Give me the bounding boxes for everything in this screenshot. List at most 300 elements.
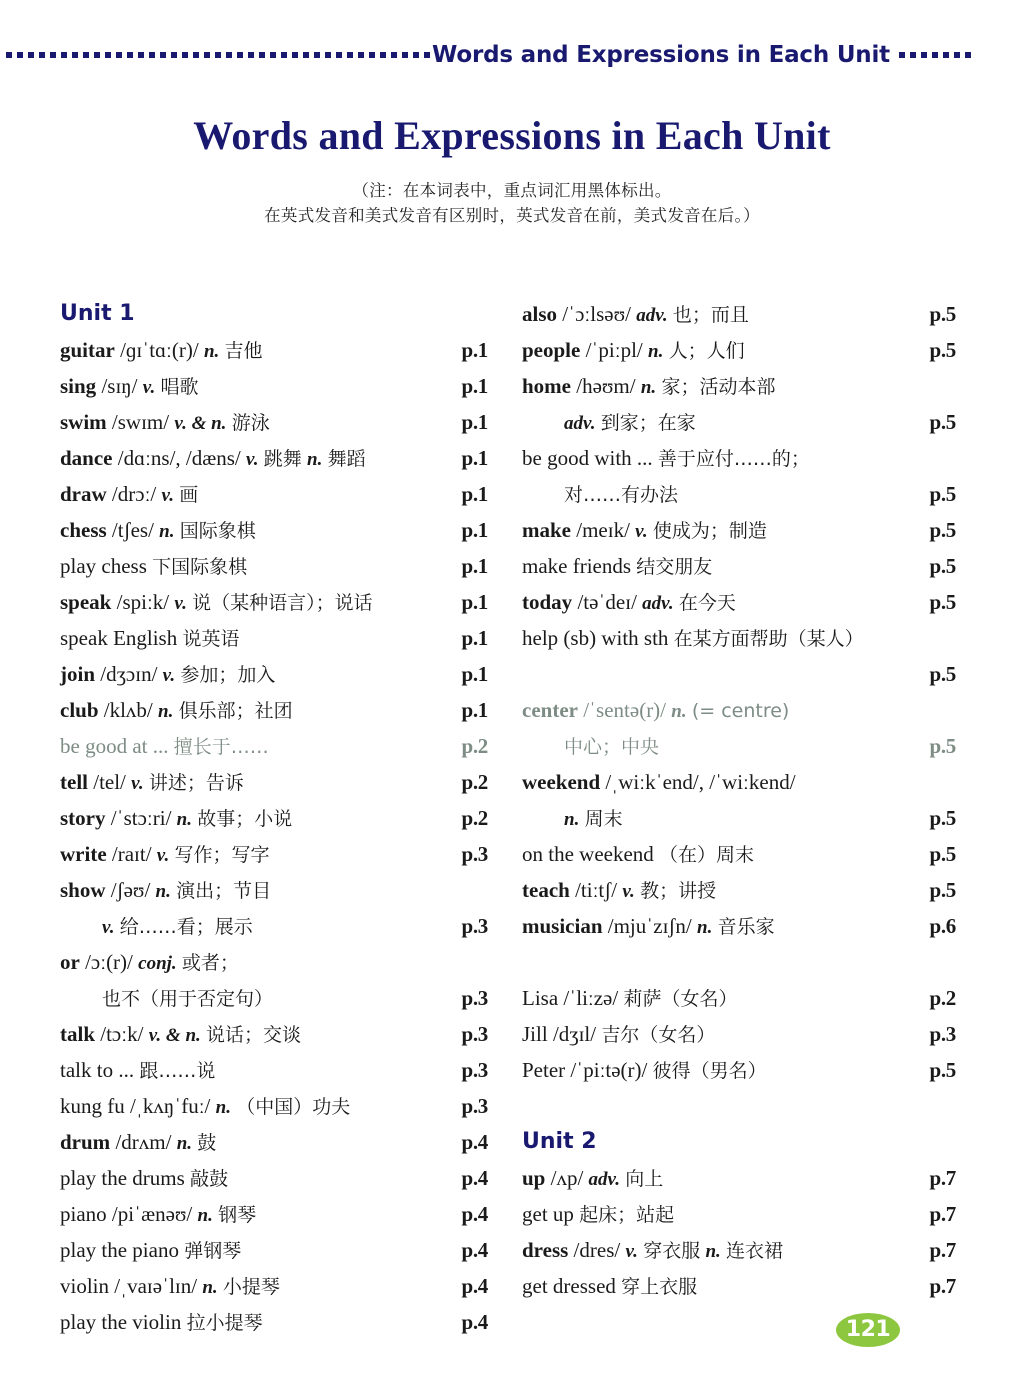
entry-line-primary — [522, 692, 962, 728]
entry-headword: talk to ... — [60, 1058, 135, 1082]
entry-page-ref: p.4 — [461, 1130, 488, 1154]
dictionary-entry — [522, 332, 962, 368]
entry-headword: play the violin — [60, 1310, 182, 1334]
entry-gloss: 说话；交谈 — [206, 1024, 302, 1046]
rule-dot — [193, 52, 199, 58]
entry-pronunciation: /tel/ — [93, 770, 126, 794]
dictionary-entry — [522, 584, 962, 620]
entry-gloss: 或者； — [181, 952, 239, 974]
entry-page-ref: p.5 — [929, 410, 956, 434]
entry-pronunciation: /tiːtʃ/ — [575, 878, 618, 902]
entry-headword: club — [60, 698, 99, 722]
running-header-title: Words and Expressions in Each Unit — [432, 42, 890, 68]
entry-line-primary — [522, 548, 962, 584]
entry-line-primary — [60, 584, 492, 620]
entry-gloss: 吉尔（女名） — [601, 1024, 716, 1046]
entry-part-of-speech: v. — [131, 773, 144, 794]
entry-headword: be good at ... — [60, 734, 169, 758]
dictionary-entry — [60, 1304, 492, 1340]
dictionary-entry — [60, 1016, 492, 1052]
entry-pronunciation: /mjuˈzɪʃn/ — [607, 914, 692, 938]
entry-headword: swim — [60, 410, 107, 434]
entry-page-ref: p.1 — [461, 662, 488, 686]
entry-line-primary — [60, 440, 492, 476]
entry-headword: chess — [60, 518, 107, 542]
entry-pronunciation: /ˈɔːlsəʊ/ — [562, 302, 631, 326]
rule-dot — [204, 52, 210, 58]
entry-line-primary — [60, 1124, 492, 1160]
entry-gloss: 莉萨（女名） — [623, 988, 738, 1010]
entry-page-ref: p.3 — [929, 1022, 956, 1046]
entry-part-of-speech: n. — [640, 377, 657, 398]
entry-line-primary — [522, 440, 962, 476]
entry-page-ref: p.5 — [929, 1058, 956, 1082]
entry-headword: help (sb) with sth — [522, 626, 669, 650]
entry-part-of-speech: conj. — [138, 953, 177, 974]
entry-line-page-ref — [522, 656, 962, 692]
entry-pronunciation: /meɪk/ — [576, 518, 630, 542]
dot-rule-left — [0, 38, 430, 72]
entry-headword: guitar — [60, 338, 115, 362]
entry-part-of-speech: v. — [162, 665, 176, 686]
entry-part-of-speech: n. — [564, 809, 580, 830]
entry-page-ref: p.1 — [461, 698, 488, 722]
entry-pronunciation: /dɑːns/, /dæns/ — [117, 446, 241, 470]
entry-headword: today — [522, 590, 573, 614]
entry-page-ref: p.1 — [461, 410, 488, 434]
rule-dot — [171, 52, 177, 58]
page-number-badge: 121 — [836, 1313, 900, 1347]
entry-part-of-speech: v. — [142, 377, 156, 398]
entry-gloss: 给……看；展示 — [119, 916, 253, 938]
entry-part-of-speech: n. — [176, 809, 192, 830]
entry-line-primary — [60, 800, 492, 836]
entry-page-ref: p.2 — [929, 986, 956, 1010]
entry-part-of-speech: n. — [307, 449, 323, 470]
entry-headword: write — [60, 842, 107, 866]
rule-dot — [259, 52, 265, 58]
entry-gloss: 人；人们 — [668, 340, 745, 362]
rule-dot — [391, 52, 397, 58]
entry-line-primary — [522, 764, 962, 800]
entry-page-ref: p.2 — [461, 770, 488, 794]
rule-dot — [28, 52, 34, 58]
entry-gloss: 到家；在家 — [600, 412, 696, 434]
entry-gloss: 穿上衣服 — [621, 1276, 698, 1298]
entry-part-of-speech: n. — [648, 341, 664, 362]
rule-dot — [954, 52, 960, 58]
entry-page-ref: p.3 — [461, 986, 488, 1010]
entry-page-ref: p.4 — [461, 1202, 488, 1226]
entry-page-ref: p.3 — [461, 1022, 488, 1046]
dot-rule-right — [892, 38, 989, 72]
rule-dot — [138, 52, 144, 58]
entry-pronunciation: /ʃəʊ/ — [110, 878, 151, 902]
entry-headword: talk — [60, 1022, 96, 1046]
rule-dot — [17, 52, 23, 58]
page-title: Words and Expressions in Each Unit — [193, 113, 831, 158]
entry-line-continuation — [522, 800, 962, 836]
entry-pronunciation: /dʒɪl/ — [552, 1022, 597, 1046]
rule-dot — [943, 52, 949, 58]
entry-page-ref: p.5 — [929, 338, 956, 362]
dictionary-entry — [522, 512, 962, 548]
rule-dot — [899, 52, 905, 58]
entry-pronunciation: /dres/ — [573, 1238, 621, 1262]
rule-dot — [314, 52, 320, 58]
unit-heading-unit-2: Unit 2 — [522, 1129, 597, 1154]
dictionary-entry — [60, 332, 492, 368]
entry-gloss: （中国）功夫 — [236, 1096, 351, 1118]
entry-page-ref: p.5 — [929, 302, 956, 326]
entry-line-primary — [60, 1052, 492, 1088]
entry-line-primary — [60, 692, 492, 728]
dictionary-entry — [60, 1088, 492, 1124]
title-note-line-2: 在英式发音和美式发音有区别时，英式发音在前，美式发音在后。） — [264, 206, 760, 225]
entry-line-primary — [60, 1232, 492, 1268]
entry-line-primary — [522, 620, 962, 656]
entry-line-continuation — [522, 728, 962, 764]
dictionary-entry — [60, 1052, 492, 1088]
entry-gloss: 钢琴 — [218, 1204, 257, 1226]
entry-part-of-speech: v. — [635, 521, 648, 542]
entry-page-ref: p.1 — [461, 554, 488, 578]
dictionary-entry — [60, 872, 492, 944]
entry-headword: tell — [60, 770, 88, 794]
entry-page-ref: p.3 — [461, 914, 488, 938]
entry-line-primary — [522, 1268, 962, 1304]
entry-line-primary — [60, 764, 492, 800]
entry-page-ref: p.3 — [461, 1094, 488, 1118]
entry-headword: up — [522, 1166, 546, 1190]
entry-headword: drum — [60, 1130, 111, 1154]
entry-page-ref: p.7 — [929, 1274, 956, 1298]
entry-pronunciation: /klʌb/ — [103, 698, 153, 722]
dictionary-entry — [522, 908, 962, 944]
entry-line-primary — [60, 476, 492, 512]
rule-dot — [72, 52, 78, 58]
entry-pronunciation: /ˈpiːtə(r)/ — [570, 1058, 648, 1082]
dictionary-entry — [522, 548, 962, 584]
rule-dot — [50, 52, 56, 58]
dictionary-entry — [60, 800, 492, 836]
entry-line-primary — [522, 1196, 962, 1232]
entry-gloss: 穿衣服 — [643, 1240, 701, 1262]
dictionary-entry — [60, 548, 492, 584]
entry-gloss: 对……有办法 — [564, 484, 679, 506]
entry-pronunciation: /təˈdeɪ/ — [577, 590, 637, 614]
entry-page-ref: p.2 — [461, 734, 488, 758]
entry-headword: people — [522, 338, 581, 362]
entry-part-of-speech: adv. — [588, 1169, 621, 1190]
dictionary-entry — [60, 620, 492, 656]
entry-part-of-speech: n. — [705, 1241, 721, 1262]
dictionary-entry — [60, 944, 492, 1016]
entry-gloss: 说（某种语言）；说话 — [192, 592, 373, 614]
entry-page-ref: p.5 — [929, 518, 956, 542]
entry-pronunciation: /ɔː(r)/ — [85, 950, 133, 974]
entry-pronunciation: /ˈliːzə/ — [563, 986, 619, 1010]
rule-dot — [226, 52, 232, 58]
entry-gloss: 游泳 — [231, 412, 270, 434]
dictionary-entry — [60, 1196, 492, 1232]
entry-line-primary — [522, 368, 962, 404]
rule-dot — [61, 52, 67, 58]
entry-pronunciation: /ˈstɔːri/ — [110, 806, 172, 830]
entry-headword: center — [522, 698, 578, 722]
dictionary-entry — [60, 1160, 492, 1196]
dictionary-entry — [522, 692, 962, 764]
entry-page-ref: p.5 — [929, 806, 956, 830]
entry-headword: weekend — [522, 770, 601, 794]
entry-headword: on the weekend — [522, 842, 654, 866]
entry-part-of-speech: adv. — [636, 305, 668, 326]
entry-page-ref: p.1 — [461, 626, 488, 650]
entry-part-of-speech: v. — [174, 593, 187, 614]
entry-page-ref: p.6 — [929, 914, 956, 938]
entry-line-primary — [522, 332, 962, 368]
entry-gloss: 画 — [179, 484, 199, 506]
rule-dot — [182, 52, 188, 58]
entry-gloss: 也不（用于否定句） — [102, 988, 274, 1010]
entry-gloss: 故事；小说 — [197, 808, 293, 830]
spacer — [522, 1088, 962, 1124]
entry-pronunciation: /spiːk/ — [116, 590, 170, 614]
entry-part-of-speech: n. — [697, 917, 713, 938]
entry-page-ref: p.5 — [929, 590, 956, 614]
entry-headword: show — [60, 878, 106, 902]
entry-page-ref: p.4 — [461, 1166, 488, 1190]
entry-headword: Peter — [522, 1058, 566, 1082]
rule-dot — [105, 52, 111, 58]
entry-line-primary — [522, 1232, 962, 1268]
entry-headword: piano — [60, 1202, 107, 1226]
entry-line-primary — [522, 1016, 962, 1052]
entry-gloss: 小提琴 — [222, 1276, 280, 1298]
dictionary-entry — [60, 368, 492, 404]
word-list-column-left — [60, 296, 492, 1340]
entry-line-primary — [60, 512, 492, 548]
dictionary-entry — [60, 476, 492, 512]
entry-gloss: 结交朋友 — [636, 556, 713, 578]
rule-dot — [932, 52, 938, 58]
dictionary-entry — [522, 980, 962, 1016]
entry-pronunciation: /raɪt/ — [111, 842, 152, 866]
entry-page-ref: p.1 — [461, 590, 488, 614]
entry-gloss: 鼓 — [197, 1132, 217, 1154]
dictionary-entry — [522, 1268, 962, 1304]
running-header — [0, 38, 1024, 72]
entry-line-continuation — [60, 980, 492, 1016]
entry-gloss: 拉小提琴 — [186, 1312, 263, 1334]
entry-line-primary — [60, 1196, 492, 1232]
entry-headword: make — [522, 518, 571, 542]
entry-pronunciation: /ˌkʌŋˈfuː/ — [130, 1094, 211, 1118]
rule-dot — [116, 52, 122, 58]
rule-dot — [160, 52, 166, 58]
rule-dot — [965, 52, 971, 58]
word-list-column-right — [522, 296, 962, 1304]
entry-part-of-speech: n. — [215, 1097, 231, 1118]
rule-dot — [413, 52, 419, 58]
entry-pronunciation: /həʊm/ — [576, 374, 636, 398]
entry-pronunciation: /ˈpiːpl/ — [585, 338, 643, 362]
rule-dot — [380, 52, 386, 58]
rule-dot — [303, 52, 309, 58]
entry-gloss: 跟……说 — [139, 1060, 216, 1082]
entry-pronunciation: /ʌp/ — [550, 1166, 584, 1190]
entry-line-primary — [60, 368, 492, 404]
dictionary-entry — [522, 620, 962, 692]
entry-part-of-speech: adv. — [642, 593, 674, 614]
entry-line-primary — [60, 944, 492, 980]
entry-part-of-speech: n. — [159, 521, 175, 542]
dictionary-entry — [522, 1052, 962, 1088]
entry-headword: also — [522, 302, 558, 326]
entry-headword: Jill — [522, 1022, 548, 1046]
entry-part-of-speech: v. — [156, 845, 170, 866]
entry-headword: speak — [60, 590, 112, 614]
entry-gloss: 参加；加入 — [180, 664, 276, 686]
entry-page-ref: p.5 — [929, 734, 956, 758]
entry-gloss: 起床；站起 — [579, 1204, 675, 1226]
rule-dot — [248, 52, 254, 58]
entry-part-of-speech: n. — [197, 1205, 213, 1226]
entry-part-of-speech: v. — [161, 485, 174, 506]
entry-pronunciation: /tɔːk/ — [100, 1022, 144, 1046]
entry-page-ref: p.4 — [461, 1310, 488, 1334]
entry-gloss: 也；而且 — [672, 304, 749, 326]
dictionary-entry — [522, 1016, 962, 1052]
dictionary-entry — [60, 1268, 492, 1304]
entry-gloss: 舞蹈 — [327, 448, 366, 470]
entry-page-ref: p.4 — [461, 1274, 488, 1298]
entry-gloss: 国际象棋 — [179, 520, 256, 542]
entry-page-ref: p.1 — [461, 482, 488, 506]
entry-line-primary — [60, 548, 492, 584]
title-note-line-1: （注：在本词表中，重点词汇用黑体标出。 — [352, 181, 672, 200]
entry-gloss: (= centre) — [691, 700, 790, 722]
dictionary-entry — [60, 512, 492, 548]
rule-dot — [39, 52, 45, 58]
dictionary-entry — [60, 836, 492, 872]
rule-dot — [402, 52, 408, 58]
entry-headword: join — [60, 662, 96, 686]
entry-part-of-speech: n. — [202, 1277, 218, 1298]
entry-line-primary — [60, 1160, 492, 1196]
entry-part-of-speech: v. — [622, 881, 635, 902]
entry-gloss: 敲鼓 — [190, 1168, 229, 1190]
entry-line-primary — [522, 836, 962, 872]
entry-line-primary — [60, 1304, 492, 1340]
entry-headword: be good with ... — [522, 446, 653, 470]
entry-pronunciation: /drʌm/ — [115, 1130, 172, 1154]
entry-gloss: 教；讲授 — [640, 880, 717, 902]
dictionary-entry — [60, 728, 492, 764]
entry-pronunciation: /dʒɔɪn/ — [100, 662, 158, 686]
entry-line-continuation — [522, 476, 962, 512]
entry-page-ref: p.5 — [929, 554, 956, 578]
entry-page-ref: p.7 — [929, 1166, 956, 1190]
entry-gloss: （在）周末 — [659, 844, 755, 866]
entry-page-ref: p.1 — [461, 446, 488, 470]
dictionary-entry — [60, 1124, 492, 1160]
entry-page-ref: p.2 — [461, 806, 488, 830]
entry-headword: get dressed — [522, 1274, 616, 1298]
entry-gloss: 唱歌 — [160, 376, 199, 398]
entry-pronunciation: /tʃes/ — [111, 518, 154, 542]
entry-page-ref: p.3 — [461, 1058, 488, 1082]
dictionary-entry — [522, 872, 962, 908]
entry-line-continuation — [522, 404, 962, 440]
entry-line-continuation — [60, 908, 492, 944]
entry-part-of-speech: v. — [625, 1241, 638, 1262]
rule-dot — [292, 52, 298, 58]
entry-headword: sing — [60, 374, 97, 398]
entry-part-of-speech: n. — [158, 701, 174, 722]
entry-headword: play chess — [60, 554, 147, 578]
dictionary-entry — [60, 440, 492, 476]
entry-page-ref: p.5 — [929, 482, 956, 506]
dictionary-entry — [522, 368, 962, 440]
entry-page-ref: p.7 — [929, 1202, 956, 1226]
entry-headword: teach — [522, 878, 570, 902]
entry-gloss: 下国际象棋 — [152, 556, 248, 578]
dictionary-entry — [522, 836, 962, 872]
entry-line-primary — [522, 872, 962, 908]
entry-headword: make friends — [522, 554, 632, 578]
rule-dot — [270, 52, 276, 58]
entry-part-of-speech: n. — [176, 1133, 193, 1154]
rule-dot — [358, 52, 364, 58]
entry-line-primary — [60, 836, 492, 872]
rule-dot — [910, 52, 916, 58]
entry-line-primary — [522, 512, 962, 548]
rule-dot — [281, 52, 287, 58]
entry-pronunciation: /ˌwiːkˈend/, /ˈwiːkend/ — [605, 770, 796, 794]
entry-headword: play the drums — [60, 1166, 185, 1190]
entry-headword: home — [522, 374, 571, 398]
entry-gloss: 善于应付……的； — [657, 448, 810, 470]
entry-gloss: 讲述；告诉 — [148, 772, 244, 794]
dictionary-entry — [60, 404, 492, 440]
entry-headword: Lisa — [522, 986, 559, 1010]
entry-pronunciation: /swɪm/ — [111, 410, 170, 434]
entry-part-of-speech: v. & n. — [148, 1025, 201, 1046]
entry-page-ref: p.5 — [929, 842, 956, 866]
spacer — [522, 944, 962, 980]
entry-line-primary — [60, 1088, 492, 1124]
entry-gloss: 擅长于…… — [173, 736, 269, 758]
dictionary-entry — [60, 764, 492, 800]
entry-part-of-speech: n. — [671, 701, 687, 722]
dictionary-entry — [522, 296, 962, 332]
entry-gloss: 演出；节目 — [176, 880, 272, 902]
entry-line-primary — [522, 296, 962, 332]
rule-dot — [83, 52, 89, 58]
entry-page-ref: p.4 — [461, 1238, 488, 1262]
rule-dot — [149, 52, 155, 58]
rule-dot — [237, 52, 243, 58]
entry-page-ref: p.3 — [461, 842, 488, 866]
entry-pronunciation: /drɔː/ — [111, 482, 157, 506]
entry-headword: dress — [522, 1238, 569, 1262]
entry-headword: dance — [60, 446, 113, 470]
entry-group-unit-2 — [522, 1160, 962, 1304]
entry-line-primary — [60, 1268, 492, 1304]
dictionary-entry — [522, 1196, 962, 1232]
entry-headword: violin — [60, 1274, 110, 1298]
